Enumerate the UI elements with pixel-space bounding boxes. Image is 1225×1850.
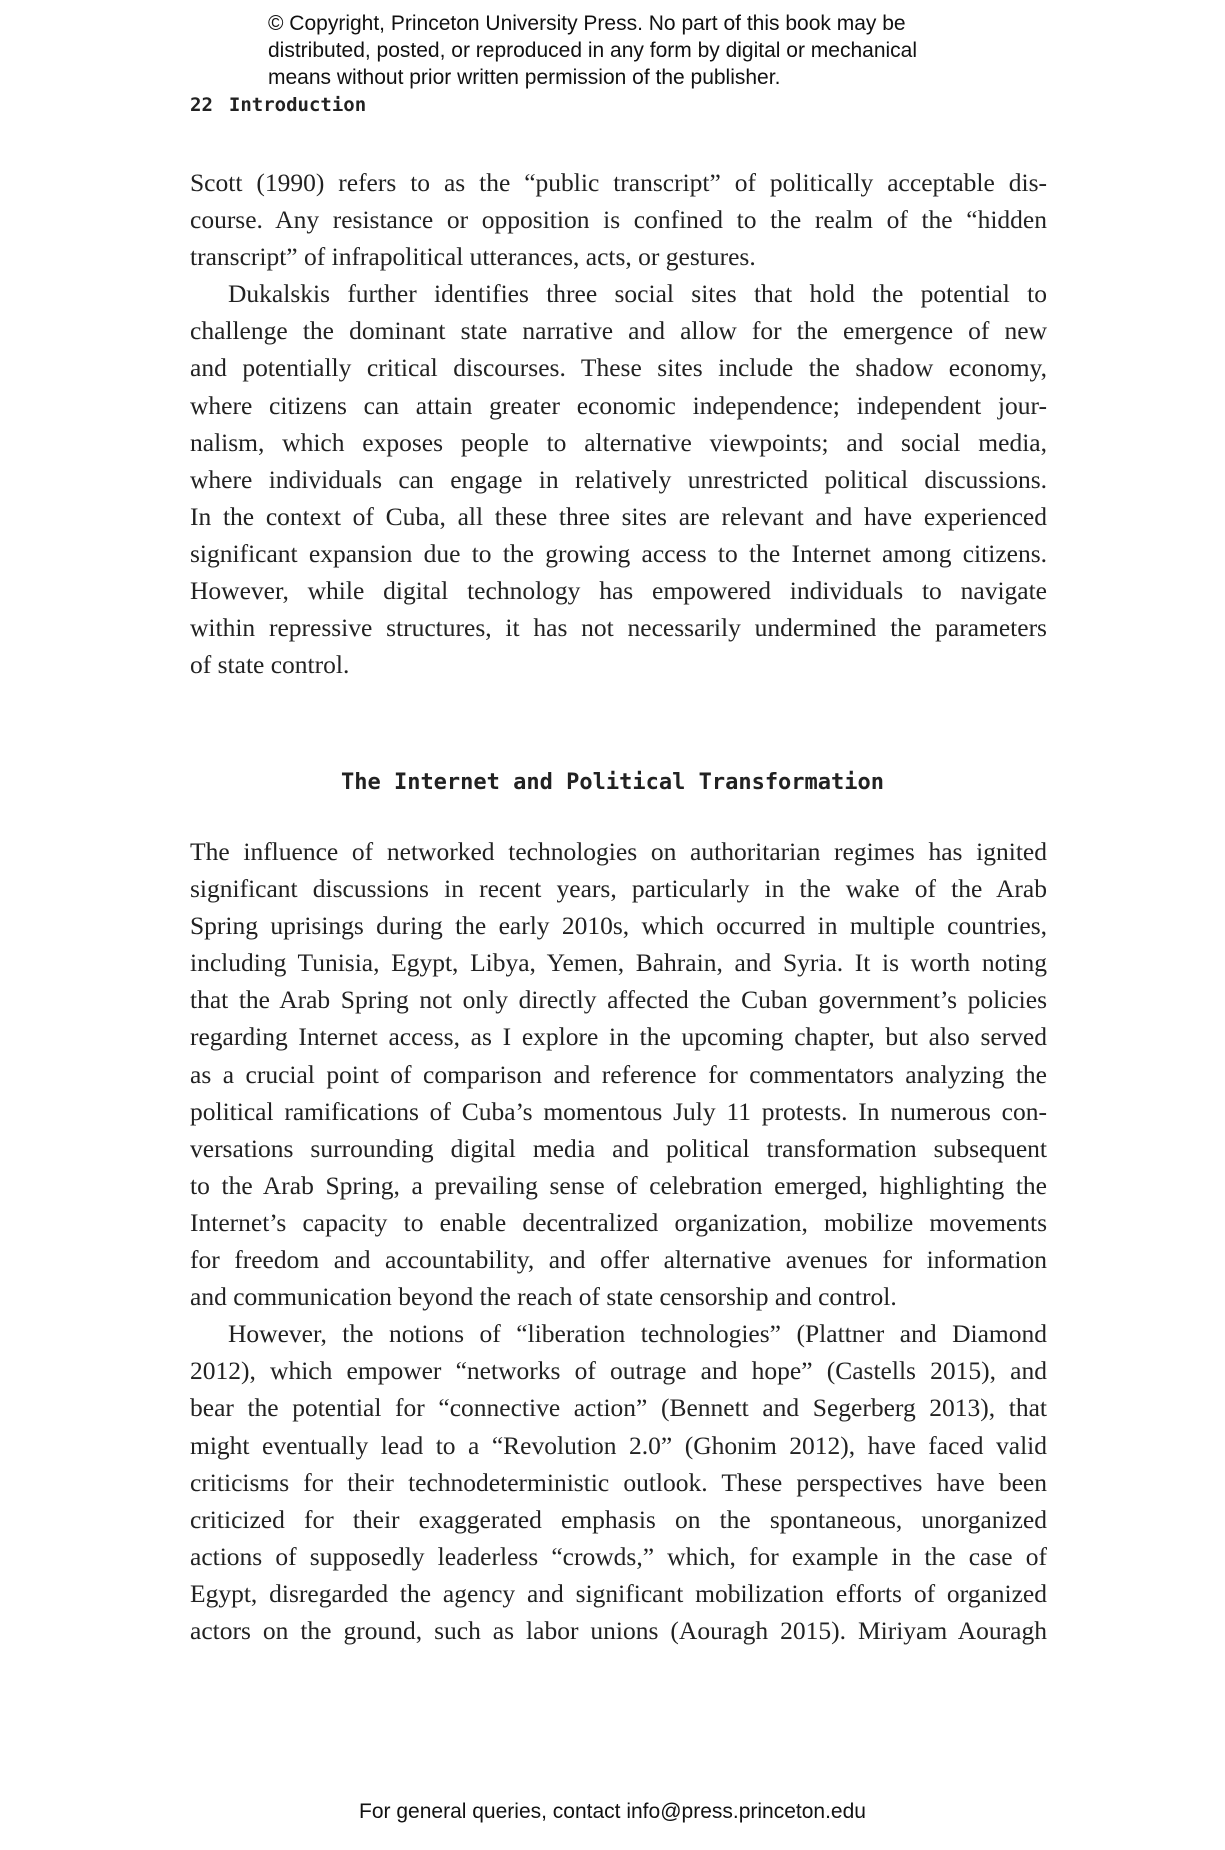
copyright-line: means without prior written permission of the publisher.: [268, 66, 781, 89]
text-line: Scott (1990) refers to as the “public transcript” of politically acceptable dis-: [190, 168, 1047, 197]
text-line: versations surrounding digital media and political transformation subsequent: [190, 1133, 1047, 1163]
text-line: nalism, which exposes people to alternative viewpoints; and social media,: [190, 427, 1047, 457]
paragraph: [190, 275, 1047, 683]
text-line: actions of supposedly leaderless “crowds,” which, for example in the case of: [190, 1541, 1047, 1571]
text-line: Dukalskis further identifies three social sites that hold the potential to: [228, 279, 1047, 309]
text-line: criticized for their exaggerated emphasis on the spontaneous, unorganized: [190, 1504, 1047, 1534]
text-line: significant expansion due to the growing access to the Internet among citizens.: [190, 538, 1047, 568]
copyright-line: © Copyright, Princeton University Press. No part of this book may be: [268, 12, 906, 35]
section-heading: The Internet and Political Transformation: [340, 770, 885, 795]
text-line: where citizens can attain greater economic independence; independent jour-: [190, 390, 1047, 420]
text-line: including Tunisia, Egypt, Libya, Yemen, Bahrain, and Syria. It is worth noting: [190, 948, 1047, 978]
text-line: to the Arab Spring, a prevailing sense of celebration emerged, highlighting the: [190, 1170, 1047, 1200]
text-line: regarding Internet access, as I explore in the upcoming chapter, but also served: [190, 1022, 1047, 1052]
text-line: political ramifications of Cuba’s momentous July 11 protests. In numerous con-: [190, 1096, 1047, 1126]
copyright-line: distributed, posted, or reproduced in any form by digital or mechanical: [268, 39, 918, 62]
text-line: as a crucial point of comparison and reference for commentators analyzing the: [190, 1059, 1047, 1089]
text-line: where individuals can engage in relatively unrestricted political discussions.: [190, 464, 1047, 494]
body-text-before-heading: [190, 164, 1047, 683]
page-number: 22: [190, 94, 213, 116]
copyright-notice: [268, 10, 917, 91]
footer-contact: For general queries, contact info@press.princeton.edu: [359, 1800, 866, 1823]
text-line: and potentially critical discourses. These sites include the shadow economy,: [190, 353, 1047, 383]
text-line: within repressive structures, it has not necessarily undermined the parameters: [190, 613, 1047, 643]
text-line: actors on the ground, such as labor unions (Aouragh 2015). Miriyam Aouragh: [190, 1615, 1047, 1645]
running-head-title: Introduction: [228, 94, 367, 116]
text-line: criticisms for their technodeterministic outlook. These perspectives have been: [190, 1467, 1047, 1497]
paragraph: [190, 1315, 1047, 1649]
text-line: transcript” of infrapolitical utterances, acts, or gestures.: [190, 242, 756, 272]
text-line: challenge the dominant state narrative and allow for the emergence of new: [190, 316, 1047, 346]
text-line: bear the potential for “connective action” (Bennett and Segerberg 2013), that: [190, 1393, 1047, 1423]
text-line: might eventually lead to a “Revolution 2.0” (Ghonim 2012), have faced valid: [190, 1430, 1047, 1460]
text-line: and communication beyond the reach of state censorship and control.: [190, 1282, 897, 1312]
text-line: However, while digital technology has empowered individuals to navigate: [190, 576, 1047, 606]
paragraph: [190, 164, 1047, 275]
text-line: Internet’s capacity to enable decentralized organization, mobilize movements: [190, 1207, 1047, 1237]
text-line: of state control.: [190, 650, 350, 680]
text-line: However, the notions of “liberation technologies” (Plattner and Diamond: [228, 1319, 1047, 1349]
text-line: The influence of networked technologies on authoritarian regimes has ignited: [190, 837, 1047, 866]
text-line: In the context of Cuba, all these three sites are relevant and have experienced: [190, 501, 1047, 531]
running-head: [190, 94, 382, 116]
text-line: course. Any resistance or opposition is confined to the realm of the “hidden: [190, 205, 1047, 235]
paragraph: [190, 833, 1047, 1315]
text-line: for freedom and accountability, and offer alternative avenues for information: [190, 1245, 1047, 1275]
text-line: significant discussions in recent years, particularly in the wake of the Arab: [190, 874, 1047, 904]
body-text-after-heading: [190, 833, 1047, 1649]
text-line: that the Arab Spring not only directly affected the Cuban government’s policies: [190, 985, 1047, 1015]
text-line: Egypt, disregarded the agency and significant mobilization efforts of organized: [190, 1578, 1047, 1608]
text-line: 2012), which empower “networks of outrage and hope” (Castells 2015), and: [190, 1356, 1047, 1386]
text-line: Spring uprisings during the early 2010s, which occurred in multiple countries,: [190, 911, 1047, 941]
